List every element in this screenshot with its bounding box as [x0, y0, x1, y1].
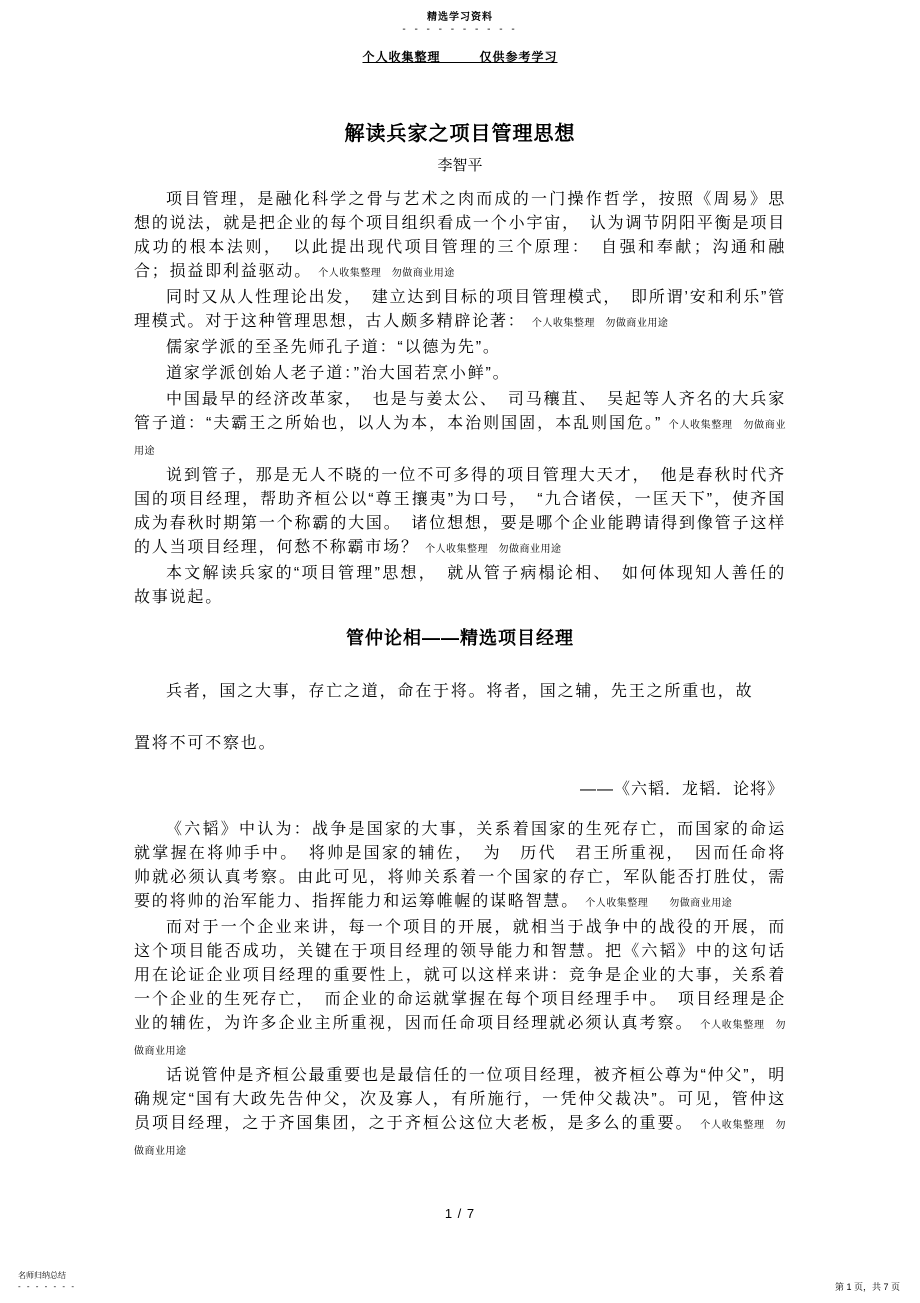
- header-dashes: - - - - - - - - - -: [402, 24, 518, 35]
- page-header: [0, 0, 920, 65]
- document-title: 解读兵家之项目管理思想: [344, 123, 576, 145]
- paragraph-text: 儒家学派的至圣先师孔子道：“以德为先”。: [166, 339, 501, 356]
- paragraph-text: 道家学派创始人老子道：”治大国若烹小鲜”。: [166, 365, 511, 382]
- body-section-2: [134, 818, 786, 1164]
- page-number: 1 / 7: [444, 1206, 476, 1221]
- header-watermark: 精选学习资料: [427, 12, 493, 23]
- paragraph-text: 而对于一个企业来讲，每一个项目的开展，就相当于战争中的战役的开展，而这个项目能否成功，关键在于项目经理的领导能力和智慧。把《六韬》中的这句话用在论证企业项目经理的重要性上，就可以这样来讲：竞争是企业的大事，关系着一个企业的生死存亡， 而企业的命运就掌握在每个项目经理手中。 项目经理是企业的辅佐，为许多企业主所重视，因而任命项目经理就必须认真考察。: [134, 919, 786, 1032]
- paragraph: [134, 818, 786, 916]
- paragraph-text: 项目管理，是融化科学之骨与艺术之肉而成的一门操作哲学，按照《周易》思想的说法，就是把企业的每个项目组织看成一个小宇宙， 认为调节阴阳平衡是项目成功的根本法则， 以此提出现代项目管理的三个原理： 自强和奉献；沟通和融合；损益即利益驱动。: [134, 191, 786, 280]
- header-subtitle: 个人收集整理 仅供参考学习: [362, 50, 558, 64]
- paragraph: [134, 336, 786, 362]
- inline-note: 个人收集整理 勿做商业用途: [134, 1020, 787, 1057]
- footer-page-info: 第 1 页，共 7 页: [834, 1282, 900, 1292]
- paragraph: [134, 286, 786, 336]
- paragraph-text: 中国最早的经济改革家， 也是与姜太公、 司马穰苴、 吴起等人齐名的大兵家管子道：“夫霸王之所始也，以人为本，本治则国固，本乱则国危。”: [134, 391, 786, 432]
- paragraph-text: 同时又从人性理论出发， 建立达到目标的项目管理模式， 即所谓’安和利乐”管理模式。对于这种管理思想，古人颇多精辟论著：: [134, 289, 786, 330]
- section-heading: 管仲论相——精选项目经理: [346, 628, 574, 648]
- quote-line: 置将不可不察也。: [134, 735, 277, 752]
- paragraph-text: 《六韬》中认为：战争是国家的大事，关系着国家的生死存亡，而国家的命运就掌握在将帅手中。 将帅是国家的辅佐， 为 历代 君王所重视， 因而任命将帅就必须认真考察。由此可见，将帅关系着一个国家的存亡，军队能否打胜仗，需要的将帅的治军能力、指挥能力和运筹帷幄的谋略智慧。: [134, 821, 786, 910]
- body-section-1: [134, 188, 786, 612]
- inline-note: 个人收集整理 勿做商业用途: [585, 898, 733, 909]
- paragraph-text: 话说管仲是齐桓公最重要也是最信任的一位项目经理，被齐桓公尊为“仲父”，明确规定“国有大政先告仲父，次及寡人，有所施行，一凭仲父裁决”。可见，管仲这员项目经理，之于齐国集团，之于齐桓公这位大老板，是多么的重要。: [134, 1067, 786, 1132]
- inline-note: 个人收集整理 勿做商业用途: [318, 268, 455, 279]
- paragraph: [134, 388, 786, 464]
- paragraph: [134, 562, 786, 612]
- document-content: [134, 121, 786, 1164]
- paragraph: [134, 362, 786, 388]
- paragraph: [134, 916, 786, 1064]
- quote-block: [134, 666, 786, 770]
- paragraph: [134, 464, 786, 562]
- quote-line: 兵者，国之大事，存亡之道，命在于将。将者，国之辅，先王之所重也，故: [166, 683, 754, 700]
- footer-note-text: 名师归纳总结: [18, 1271, 66, 1280]
- quote-attribution: ——《六韬．龙韬．论将》: [579, 781, 784, 798]
- paragraph: [134, 188, 786, 286]
- footer-note-dashes: - - - - - - -: [18, 1282, 76, 1291]
- paragraph: [134, 1064, 786, 1164]
- footer-note: [18, 1270, 76, 1292]
- inline-note: 个人收集整理 勿做商业用途: [531, 318, 669, 329]
- inline-note: 个人收集整理 勿做商业用途: [134, 420, 786, 457]
- document-author: 李智平: [437, 157, 483, 174]
- inline-note: 个人收集整理 勿做商业用途: [134, 1120, 787, 1157]
- paragraph-text: 本文解读兵家的“项目管理”思想， 就从管子病榻论相、 如何体现知人善任的故事说起。: [134, 565, 786, 606]
- inline-note: 个人收集整理 勿做商业用途: [425, 544, 562, 555]
- paragraph-text: 说到管子，那是无人不晓的一位不可多得的项目管理大天才， 他是春秋时代齐国的项目经理，帮助齐桓公以“尊王攘夷”为口号， “九合诸侯，一匡天下”，使齐国成为春秋时期第一个称霸的大国。 诸位想想，要是哪个企业能聘请得到像管子这样的人当项目经理，何愁不称霸市场？: [134, 467, 786, 556]
